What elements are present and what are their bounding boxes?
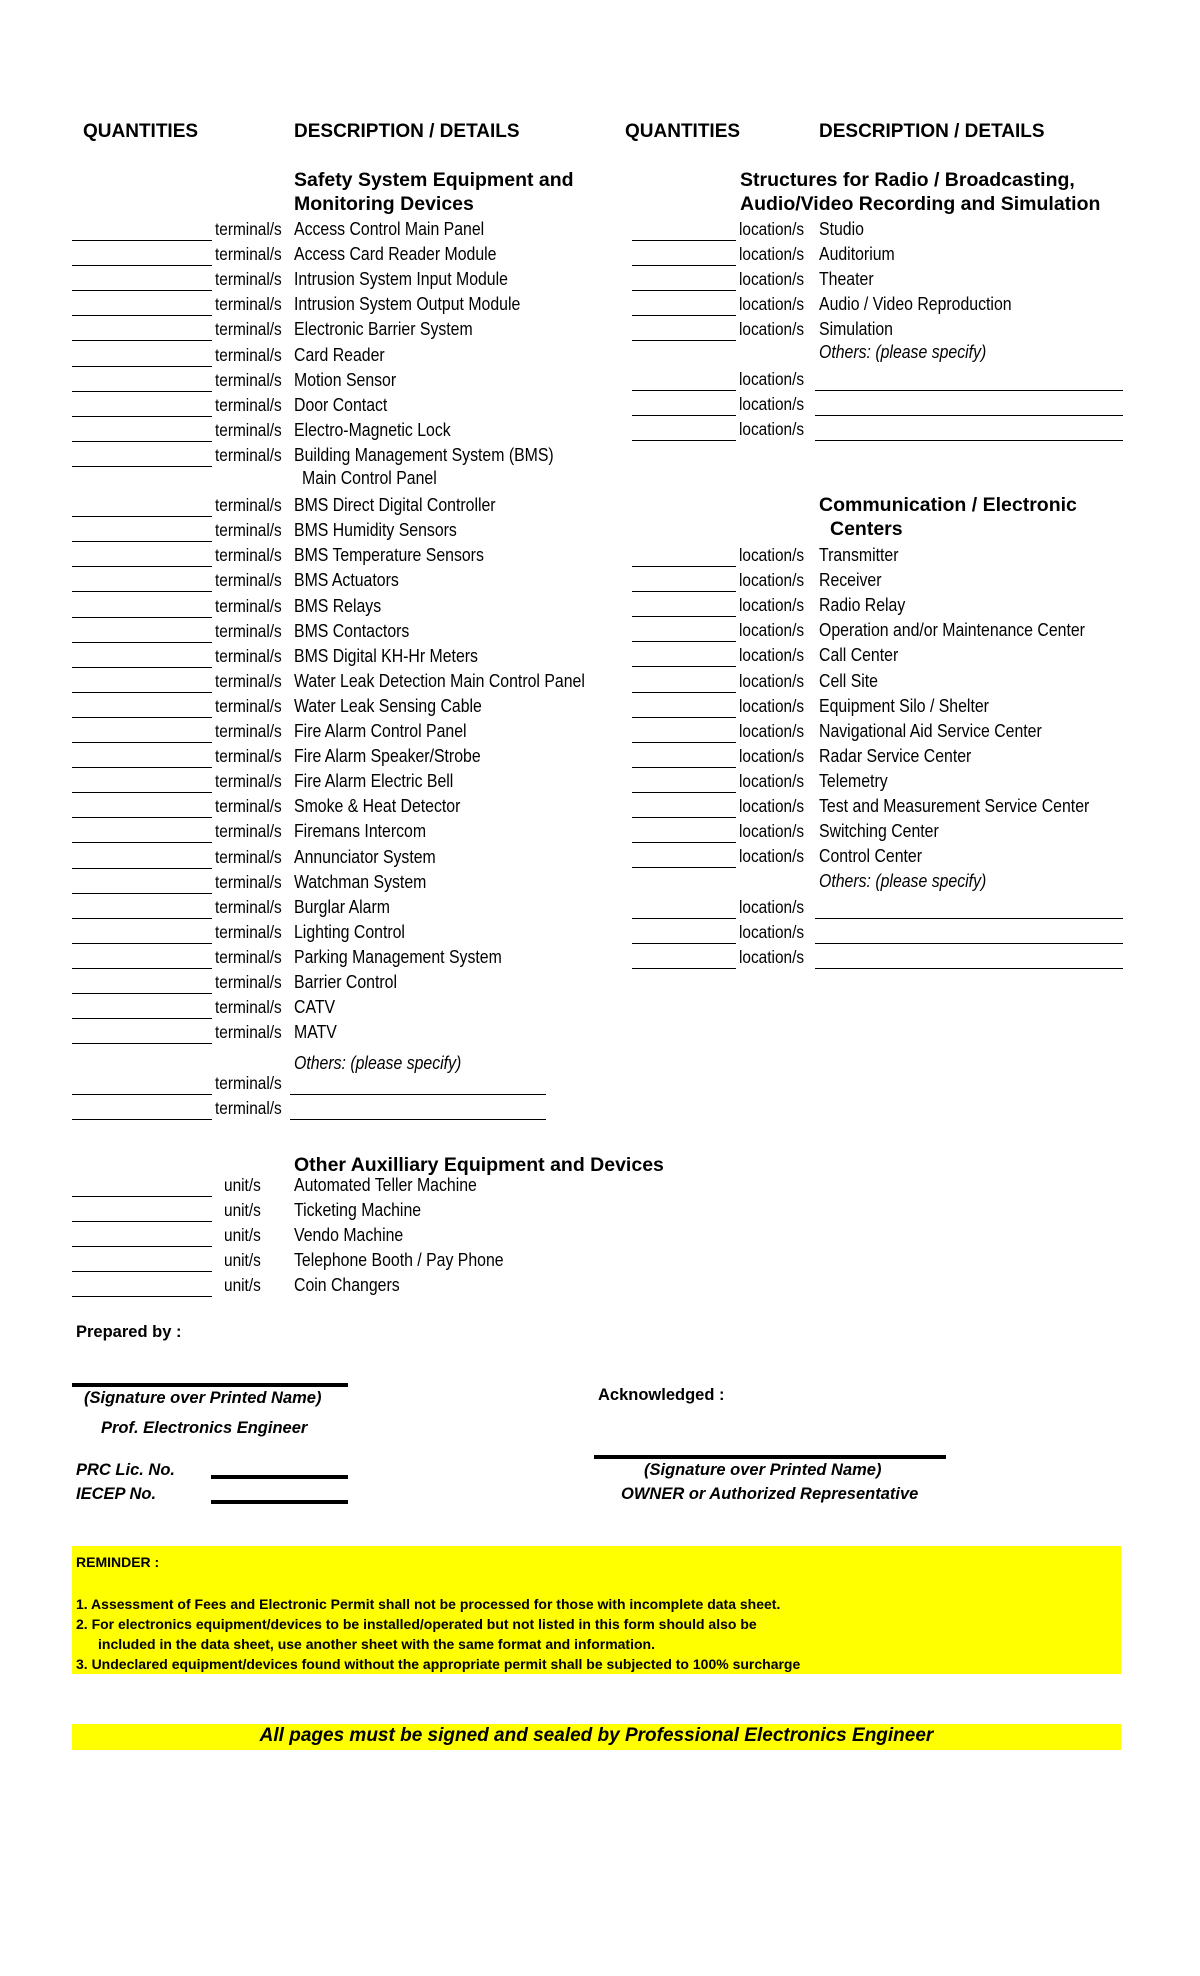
unit-label: terminal/s — [215, 670, 282, 691]
item-label: Lighting Control — [294, 921, 405, 942]
item-label: Firemans Intercom — [294, 821, 427, 842]
reminder-title: REMINDER : — [76, 1554, 160, 1570]
unit-label: terminal/s — [215, 545, 282, 566]
auxiliary-item-row — [0, 1275, 1200, 1309]
unit-label: terminal/s — [215, 570, 282, 591]
unit-label: location/s — [739, 720, 805, 741]
item-label: Automated Teller Machine — [294, 1175, 477, 1195]
unit-label: terminal/s — [215, 369, 282, 390]
unit-label: terminal/s — [215, 771, 282, 792]
safety-item-row — [0, 871, 1200, 906]
footer-banner — [72, 1724, 1121, 1750]
specify-field[interactable] — [290, 1094, 546, 1095]
unit-label: terminal/s — [215, 294, 282, 315]
quantity-field[interactable] — [632, 591, 736, 592]
item-label: BMS Contactors — [294, 620, 410, 641]
preparer-signature-line[interactable] — [72, 1383, 348, 1387]
safety-title-line2: Monitoring Devices — [294, 193, 474, 215]
radio-item-row — [0, 269, 1200, 303]
unit-label: location/s — [739, 244, 805, 265]
item-label: Switching Center — [819, 821, 939, 842]
item-label: Motion Sensor — [294, 369, 397, 390]
unit-label: location/s — [739, 620, 805, 641]
quantity-field[interactable] — [72, 541, 212, 542]
item-label: Equipment Silo / Shelter — [819, 695, 989, 716]
quantity-field[interactable] — [632, 767, 736, 768]
quantity-field[interactable] — [632, 415, 736, 416]
unit-label: location/s — [739, 645, 805, 666]
unit-label: location/s — [739, 821, 805, 842]
item-label: Theater — [819, 269, 874, 290]
quantity-field[interactable] — [632, 943, 736, 944]
quantity-field[interactable] — [72, 1119, 212, 1120]
unit-label: terminal/s — [215, 896, 282, 917]
quantity-field[interactable] — [72, 1018, 212, 1019]
unit-label: terminal/s — [215, 219, 282, 239]
owner-signature-caption: (Signature over Printed Name) — [644, 1461, 882, 1479]
comm-item-row — [0, 570, 1200, 604]
bms-subline: Main Control Panel — [302, 468, 437, 488]
item-label: Test and Measurement Service Center — [819, 796, 1090, 816]
right-quantities-header: QUANTITIES — [625, 121, 741, 142]
quantity-field[interactable] — [632, 918, 736, 919]
unit-label: location/s — [739, 897, 805, 917]
radio-others-row — [0, 394, 1200, 428]
comm-item-row — [0, 745, 1200, 780]
acknowledged-label: Acknowledged : — [598, 1386, 725, 1404]
quantity-field[interactable] — [72, 466, 212, 467]
unit-label: unit/s — [224, 1250, 261, 1271]
unit-label: terminal/s — [215, 746, 282, 767]
quantity-field[interactable] — [632, 616, 736, 617]
item-label: BMS Temperature Sensors — [294, 545, 484, 566]
item-label: Coin Changers — [294, 1275, 400, 1296]
item-label: Auditorium — [819, 244, 895, 265]
item-label: Electro-Magnetic Lock — [294, 419, 451, 440]
quantity-field[interactable] — [632, 641, 736, 642]
safety-item-row — [0, 997, 1200, 1031]
safety-item-row — [0, 444, 1200, 479]
radio-item-row — [0, 219, 1200, 253]
owner-signature-line[interactable] — [594, 1455, 946, 1459]
unit-label: location/s — [739, 419, 805, 439]
quantity-field[interactable] — [632, 390, 736, 391]
item-label: Cell Site — [819, 670, 878, 691]
quantity-field[interactable] — [632, 290, 736, 291]
unit-label: terminal/s — [215, 444, 282, 465]
safety-others-label: Others: (please specify) — [294, 1053, 462, 1073]
unit-label: location/s — [739, 922, 805, 942]
radio-others-row — [0, 369, 1200, 403]
unit-label: terminal/s — [215, 997, 282, 1018]
reminder-line-2a: 2. For electronics equipment/devices to be installed/operated but not listed in this form should also be — [76, 1616, 757, 1632]
unit-label: location/s — [739, 394, 805, 414]
comm-title-line1: Communication / Electronic — [819, 494, 1077, 516]
quantity-field[interactable] — [72, 1246, 212, 1247]
unit-label: location/s — [739, 319, 805, 340]
item-label: Simulation — [819, 319, 893, 340]
unit-label: location/s — [739, 947, 805, 967]
reminder-box — [72, 1546, 1121, 1674]
comm-item-row — [0, 645, 1200, 679]
unit-label: terminal/s — [215, 520, 282, 541]
item-label: Control Center — [819, 846, 923, 867]
footer-text: All pages must be signed and sealed by Professional Electronics Engineer — [259, 1725, 934, 1746]
auxiliary-section-title: Other Auxilliary Equipment and Devices — [294, 1154, 664, 1176]
safety-item-row — [0, 972, 1200, 1006]
auxiliary-item-row — [0, 1225, 1200, 1259]
reminder-line-3: 3. Undeclared equipment/devices found without the appropriate permit shall be subjected to 100% surcharge — [76, 1656, 801, 1672]
quantity-field[interactable] — [72, 366, 212, 367]
item-label: BMS Humidity Sensors — [294, 520, 457, 541]
item-label: Water Leak Detection Main Control Panel — [294, 670, 585, 691]
comm-item-row — [0, 821, 1200, 855]
item-label: Smoke & Heat Detector — [294, 796, 461, 817]
auxiliary-item-row — [0, 1175, 1200, 1209]
quantity-field[interactable] — [72, 1221, 212, 1222]
unit-label: location/s — [739, 219, 805, 239]
unit-label: location/s — [739, 294, 805, 315]
item-label: Annunciator System — [294, 846, 436, 867]
unit-label: terminal/s — [215, 595, 282, 616]
item-label: Card Reader — [294, 344, 385, 365]
comm-section-title — [819, 493, 1077, 541]
comm-item-row — [0, 720, 1200, 755]
comm-item-row — [0, 545, 1200, 579]
safety-others-row — [0, 1098, 1200, 1132]
item-label: Radar Service Center — [819, 745, 972, 766]
item-label: Fire Alarm Electric Bell — [294, 771, 454, 792]
unit-label: terminal/s — [215, 269, 282, 290]
item-label: BMS Relays — [294, 595, 382, 616]
item-label: Intrusion System Output Module — [294, 294, 521, 315]
quantity-field[interactable] — [72, 1271, 212, 1272]
item-label: Receiver — [819, 570, 882, 591]
item-label: Access Control Main Panel — [294, 219, 485, 239]
item-label: Burglar Alarm — [294, 896, 390, 917]
quantity-field[interactable] — [632, 240, 736, 241]
specify-field[interactable] — [815, 943, 1123, 944]
quantity-field[interactable] — [632, 817, 736, 818]
unit-label: terminal/s — [215, 419, 282, 440]
unit-label: location/s — [739, 846, 805, 867]
item-label: Water Leak Sensing Cable — [294, 695, 482, 716]
unit-label: terminal/s — [215, 871, 282, 892]
right-description-header: DESCRIPTION / DETAILS — [819, 121, 1045, 142]
quantity-field[interactable] — [632, 265, 736, 266]
auxiliary-item-row — [0, 1250, 1200, 1284]
specify-field[interactable] — [815, 415, 1123, 416]
item-label: Operation and/or Maintenance Center — [819, 620, 1085, 641]
item-label: Intrusion System Input Module — [294, 269, 508, 290]
unit-label: terminal/s — [215, 620, 282, 641]
unit-label: terminal/s — [215, 721, 282, 741]
reminder-line-2b: included in the data sheet, use another sheet with the same format and information. — [98, 1636, 655, 1652]
item-label: Fire Alarm Control Panel — [294, 721, 467, 741]
comm-title-line2: Centers — [830, 518, 903, 540]
comm-others-row — [0, 947, 1200, 981]
item-label: Door Contact — [294, 394, 388, 415]
unit-label: unit/s — [224, 1275, 261, 1296]
safety-section-title — [294, 168, 574, 216]
item-label: CATV — [294, 997, 336, 1018]
radio-others-row — [0, 419, 1200, 453]
item-label: Ticketing Machine — [294, 1200, 422, 1221]
unit-label: location/s — [739, 269, 805, 290]
unit-label: location/s — [739, 770, 805, 791]
prepared-by-label: Prepared by : — [76, 1323, 182, 1341]
item-label: Radio Relay — [819, 595, 906, 616]
radio-title-line2: Audio/Video Recording and Simulation — [740, 193, 1101, 215]
quantity-field[interactable] — [632, 315, 736, 316]
unit-label: terminal/s — [215, 394, 282, 415]
owner-rep-caption: OWNER or Authorized Representative — [621, 1485, 919, 1503]
unit-label: terminal/s — [215, 344, 282, 365]
prc-lic-label: PRC Lic. No. — [76, 1461, 176, 1479]
safety-item-row — [0, 1022, 1200, 1056]
quantity-field[interactable] — [632, 792, 736, 793]
quantity-field[interactable] — [72, 516, 212, 517]
radio-others-label: Others: (please specify) — [819, 342, 987, 362]
unit-label: terminal/s — [215, 319, 282, 340]
unit-label: location/s — [739, 595, 805, 616]
item-label: BMS Actuators — [294, 570, 399, 591]
unit-label: terminal/s — [215, 645, 282, 666]
quantity-field[interactable] — [632, 566, 736, 567]
unit-label: location/s — [739, 796, 805, 816]
unit-label: location/s — [739, 745, 805, 766]
item-label: BMS Direct Digital Controller — [294, 495, 496, 516]
item-label: Parking Management System — [294, 946, 502, 967]
unit-label: location/s — [739, 695, 805, 716]
item-label: Transmitter — [819, 545, 899, 565]
safety-title-line1: Safety System Equipment and — [294, 169, 574, 191]
quantity-field[interactable] — [72, 1196, 212, 1197]
quantity-field[interactable] — [632, 692, 736, 693]
quantity-field[interactable] — [632, 742, 736, 743]
comm-item-row — [0, 620, 1200, 654]
unit-label: terminal/s — [215, 695, 282, 716]
unit-label: terminal/s — [215, 495, 282, 516]
quantity-field[interactable] — [632, 867, 736, 868]
item-label: Fire Alarm Speaker/Strobe — [294, 746, 481, 767]
specify-field[interactable] — [815, 390, 1123, 391]
comm-others-row — [0, 897, 1200, 931]
unit-label: unit/s — [224, 1225, 261, 1246]
unit-label: terminal/s — [215, 244, 282, 265]
item-label: Access Card Reader Module — [294, 244, 497, 265]
comm-item-row — [0, 796, 1200, 830]
specify-field[interactable] — [815, 918, 1123, 919]
unit-label: terminal/s — [215, 972, 282, 992]
prof-engineer-caption: Prof. Electronics Engineer — [101, 1419, 308, 1437]
auxiliary-item-row — [0, 1200, 1200, 1234]
radio-item-row — [0, 294, 1200, 328]
quantity-field[interactable] — [632, 842, 736, 843]
item-label: Call Center — [819, 645, 899, 666]
iecep-field[interactable] — [211, 1500, 348, 1504]
left-quantities-header: QUANTITIES — [83, 121, 199, 142]
item-label: Studio — [819, 219, 864, 239]
quantity-field[interactable] — [72, 1043, 212, 1044]
specify-field[interactable] — [815, 968, 1123, 969]
unit-label: location/s — [739, 545, 805, 565]
quantity-field[interactable] — [632, 666, 736, 667]
comm-item-row — [0, 670, 1200, 705]
comm-others-label: Others: (please specify) — [819, 871, 987, 891]
unit-label: terminal/s — [215, 946, 282, 967]
item-label: Electronic Barrier System — [294, 319, 473, 340]
item-label: Vendo Machine — [294, 1225, 404, 1246]
item-label: Watchman System — [294, 871, 427, 892]
quantity-field[interactable] — [72, 1094, 212, 1095]
specify-field[interactable] — [815, 440, 1123, 441]
unit-label: location/s — [739, 369, 805, 389]
item-label: Telemetry — [819, 770, 888, 791]
item-label: BMS Digital KH-Hr Meters — [294, 645, 478, 666]
iecep-label: IECEP No. — [76, 1485, 157, 1503]
unit-label: terminal/s — [215, 821, 282, 842]
safety-others-row — [0, 1073, 1200, 1107]
specify-field[interactable] — [290, 1119, 546, 1120]
item-label: Barrier Control — [294, 972, 398, 992]
preparer-signature-caption: (Signature over Printed Name) — [84, 1389, 322, 1407]
quantity-field[interactable] — [632, 968, 736, 969]
unit-label: location/s — [739, 670, 805, 691]
unit-label: unit/s — [224, 1175, 261, 1195]
radio-title-line1: Structures for Radio / Broadcasting, — [740, 169, 1075, 191]
unit-label: terminal/s — [215, 846, 282, 867]
radio-item-row — [0, 319, 1200, 353]
quantity-field[interactable] — [72, 993, 212, 994]
item-label: Navigational Aid Service Center — [819, 720, 1042, 741]
left-description-header: DESCRIPTION / DETAILS — [294, 121, 520, 142]
item-label: Telephone Booth / Pay Phone — [294, 1250, 504, 1271]
unit-label: unit/s — [224, 1200, 261, 1221]
comm-item-row — [0, 846, 1200, 880]
unit-label: terminal/s — [215, 1022, 282, 1043]
quantity-field[interactable] — [632, 440, 736, 441]
unit-label: terminal/s — [215, 921, 282, 942]
radio-section-title — [740, 168, 1100, 216]
item-label: Building Management System (BMS) — [294, 444, 554, 465]
unit-label: terminal/s — [215, 1098, 282, 1118]
item-label: Audio / Video Reproduction — [819, 294, 1012, 315]
quantity-field[interactable] — [632, 340, 736, 341]
item-label: MATV — [294, 1022, 337, 1043]
comm-others-row — [0, 922, 1200, 956]
prc-lic-field[interactable] — [211, 1475, 348, 1479]
unit-label: terminal/s — [215, 796, 282, 817]
reminder-line-1: 1. Assessment of Fees and Electronic Permit shall not be processed for those with incomplete data sheet. — [76, 1596, 781, 1612]
quantity-field[interactable] — [72, 893, 212, 894]
radio-item-row — [0, 244, 1200, 278]
unit-label: terminal/s — [215, 1073, 282, 1093]
quantity-field[interactable] — [72, 1296, 212, 1297]
quantity-field[interactable] — [632, 717, 736, 718]
unit-label: location/s — [739, 570, 805, 591]
